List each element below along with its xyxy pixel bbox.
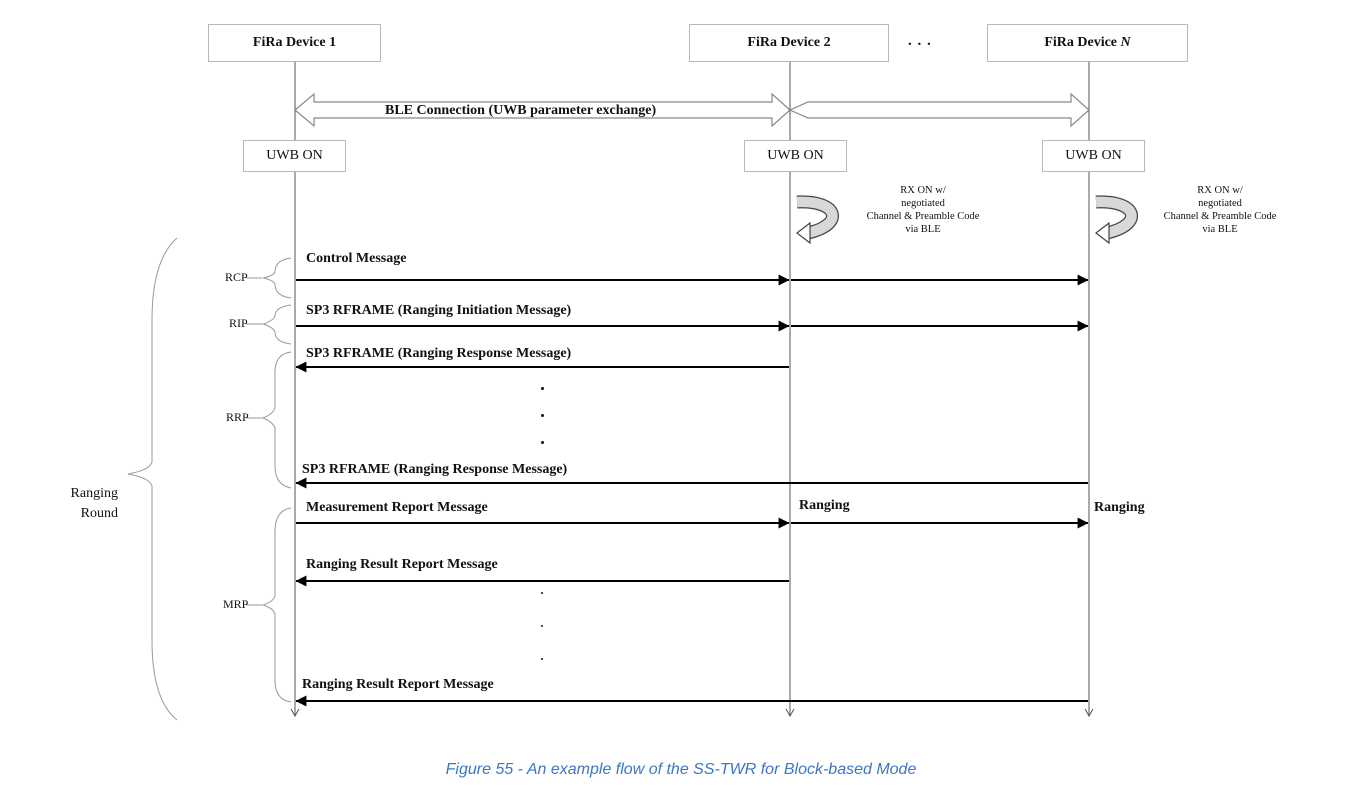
device-1-box [208,24,381,62]
rrp-brace [263,352,291,488]
mrp-dot [541,658,543,660]
device-n-label [1044,35,1130,51]
uwb-on-box-2 [744,140,847,172]
device-1-label: FiRa Device 1 [252,35,337,50]
ranging-round-label [40,484,118,524]
rrm-message-label-n: SP3 RFRAME (Ranging Response Message) [302,462,568,477]
uwb-on-box-1 [243,140,346,172]
rx-note-line: Channel & Preamble Code [1163,211,1277,222]
device-2-label: FiRa Device 2 [747,35,831,50]
rx-note-device-2 [853,184,993,236]
rrp-dot [541,387,544,390]
phase-rcp-label: RCP [225,270,248,284]
rx-note-line: via BLE [1202,224,1238,235]
device-2-box [689,24,889,62]
device-n-box [987,24,1188,62]
ranging-label-device-n: Ranging [1094,500,1145,515]
figure-caption: Figure 55 - An example flow of the SS-TWR for Block-based Mode [445,761,917,778]
rrp-dot [541,441,544,444]
result-message-label-n: Ranging Result Report Message [302,677,494,692]
rx-note-line: negotiated [901,198,945,209]
ranging-round-brace [128,238,177,720]
result-message-label-1: Ranging Result Report Message [306,557,498,572]
ranging-round-line-2: Round [80,506,118,521]
rx-note-line: RX ON w/ [900,185,946,196]
ble-connection-label: BLE Connection (UWB parameter exchange) [385,103,657,118]
rip-brace [263,305,291,344]
uwb-on-box-n [1042,140,1145,172]
phase-rrp-label: RRP [226,410,249,424]
phase-mrp-label: MRP [223,597,249,611]
mrp-brace [263,508,291,702]
rx-note-line: RX ON w/ [1197,185,1243,196]
uwb-on-label-1: UWB ON [266,148,323,163]
uwb-on-label-2: UWB ON [767,148,824,163]
mrp-dot [541,592,543,594]
uwb-on-label-n: UWB ON [1065,148,1122,163]
device-ellipsis: . . . [908,33,932,49]
rx-note-line: negotiated [1198,198,1242,209]
device-n-prefix: FiRa Device [1044,35,1121,50]
measurement-message-label: Measurement Report Message [306,500,488,515]
rrm-message-label-1: SP3 RFRAME (Ranging Response Message) [306,346,572,361]
rcp-brace [263,258,291,298]
rx-note-line: Channel & Preamble Code [866,211,980,222]
phase-braces [128,238,291,720]
phase-rip-label: RIP [229,316,248,330]
rrp-dot [541,414,544,417]
control-message-label: Control Message [306,251,407,266]
rx-note-device-n [1149,184,1291,236]
mrp-dot [541,625,543,627]
device-n-italic: N [1120,35,1131,50]
rx-note-line: via BLE [905,224,941,235]
ranging-label-device-2: Ranging [799,498,850,513]
ranging-round-line-1: Ranging [70,486,118,501]
rim-message-label: SP3 RFRAME (Ranging Initiation Message) [306,303,572,318]
